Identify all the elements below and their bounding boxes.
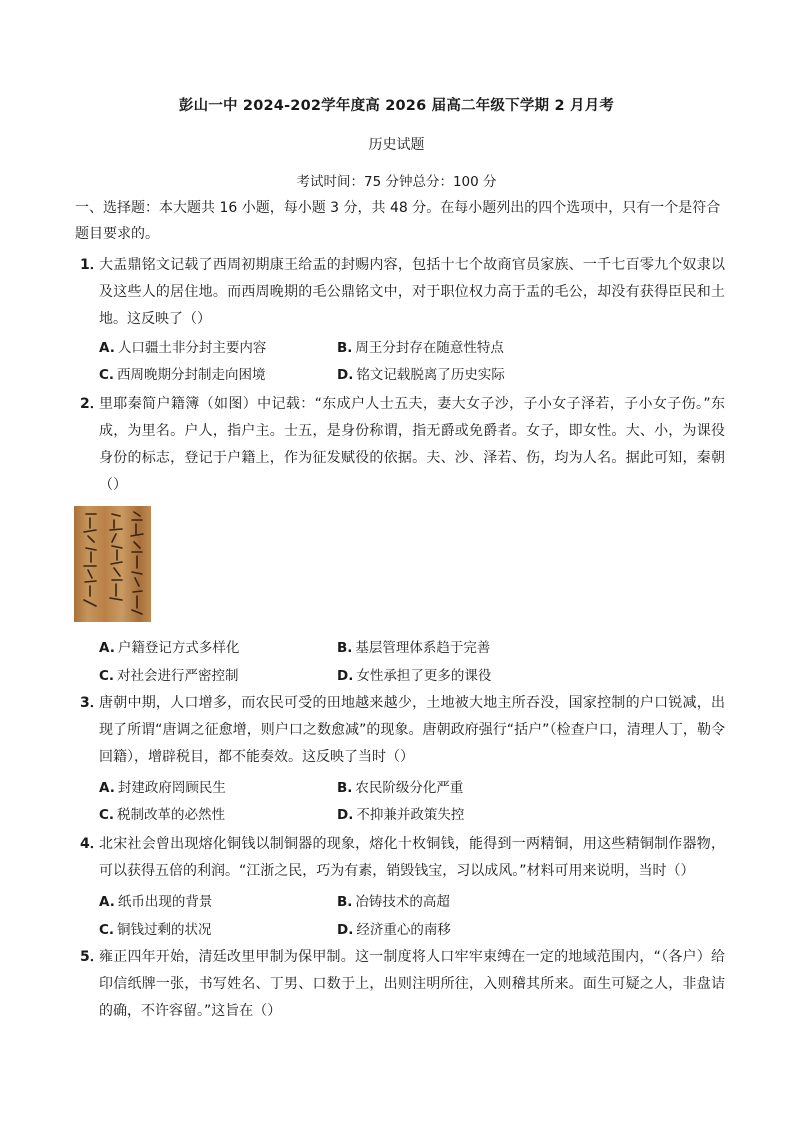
question-number: 5． (80, 949, 104, 965)
option-c[interactable]: C. 对社会进行严密控制 (99, 668, 239, 684)
question-1 (80, 252, 725, 333)
exam-title: 彭山一中 2024-202学年度高 2026 届高二年级下学期 2 月月考 (178, 98, 615, 114)
question-number: 2． (80, 396, 104, 412)
question-text: 唐朝中期，人口增多，而农民可受的田地越来越少，土地被大地主所吞没，国家控制的户口锐减，出现了所谓“唐调之征愈增，则户口之数愈减”的现象。唐朝政府强行“括户”（检查户口，清理人丁，勒令回籍），增辟税目，都不能奏效。这反映了当时（） (99, 695, 725, 765)
exam-info: 考试时间：75 分钟总分：100 分 (296, 174, 497, 190)
option-b[interactable]: B. 农民阶级分化严重 (337, 780, 464, 796)
question-number: 3． (80, 695, 104, 711)
question-4 (80, 831, 725, 885)
question-number: 1． (80, 257, 104, 273)
question-2 (80, 391, 725, 499)
option-b[interactable]: B. 冶铸技术的高超 (337, 894, 450, 910)
option-b[interactable]: B. 周王分封存在随意性特点 (337, 340, 504, 356)
option-c[interactable]: C. 税制改革的必然性 (99, 807, 226, 823)
option-d[interactable]: D. 女性承担了更多的课役 (337, 668, 492, 684)
option-d[interactable]: D. 铭文记载脱离了历史实际 (337, 367, 505, 383)
option-a[interactable]: A. 纸币出现的背景 (99, 894, 213, 910)
option-d[interactable]: D. 不抑兼并政策失控 (337, 807, 465, 823)
bamboo-slip-image (74, 506, 151, 622)
subject-title: 历史试题 (368, 137, 425, 153)
question-text: 雍正四年开始，清廷改里甲制为保甲制。这一制度将人口牢牢束缚在一定的地域范围内，“（各户）给印信纸牌一张，书写姓名、丁男、口数于上，出则注明所往，入则稽其所来。面生可疑之人，非盘诘的确，不许容留。”这旨在（） (99, 949, 725, 1019)
option-a[interactable]: A. 封建政府罔顾民生 (99, 780, 226, 796)
question-text: 里耶秦简户籍簿（如图）中记载：“东成户人士五夫，妻大女子沙，子小女子泽若，子小女子伤。”东成，为里名。户人，指户主。士五，是身份称谓，指无爵或免爵者。女子，即女性。大、小，为课役身份的标志，登记于户籍上，作为征发赋役的依据。夫、沙、泽若、伤，均为人名。据此可知，秦朝（） (99, 396, 725, 493)
option-c[interactable]: C. 铜钱过剩的状况 (99, 922, 212, 938)
section-intro: 一、选择题：本大题共 16 小题，每小题 3 分，共 48 分。在每小题列出的四个选项中，只有一个是符合题目要求的。 (75, 200, 721, 242)
option-b[interactable]: B. 基层管理体系趋于完善 (337, 640, 491, 656)
question-text: 大盂鼎铭文记载了西周初期康王给盂的封赐内容，包括十七个故商官员家族、一千七百零九个奴隶以及这些人的居住地。而西周晚期的毛公鼎铭文中，对于职位权力高于盂的毛公，却没有获得臣民和土地。这反映了（） (99, 257, 725, 327)
question-5 (80, 944, 725, 1025)
option-c[interactable]: C. 西周晚期分封制走向困境 (99, 367, 266, 383)
option-d[interactable]: D. 经济重心的南移 (337, 922, 451, 938)
option-a[interactable]: A. 人口疆土非分封主要内容 (99, 340, 267, 356)
question-3 (80, 690, 725, 771)
question-number: 4． (80, 836, 104, 852)
option-a[interactable]: A. 户籍登记方式多样化 (99, 640, 240, 656)
question-text: 北宋社会曾出现熔化铜钱以制铜器的现象，熔化十枚铜钱，能得到一两精铜，用这些精铜制作器物，可以获得五倍的利润。“江浙之民，巧为有素，销毁钱宝，习以成风。”材料可用来说明，当时（） (99, 836, 725, 879)
